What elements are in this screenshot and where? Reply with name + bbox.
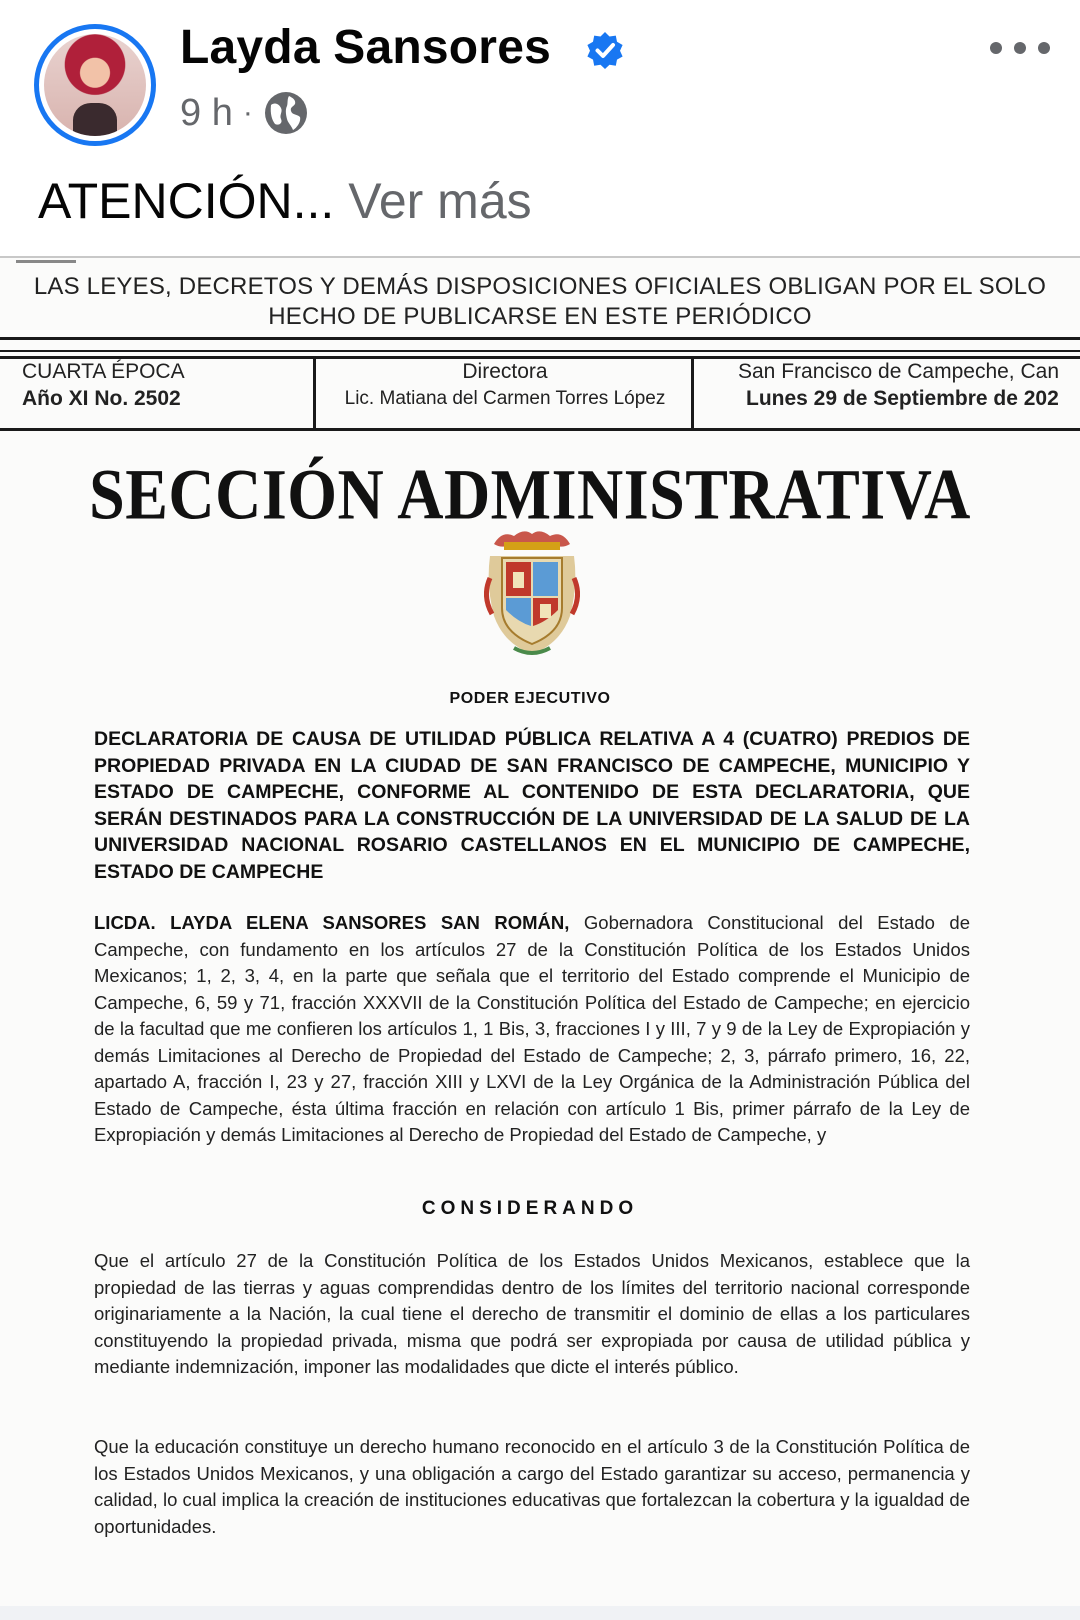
page-edge bbox=[0, 258, 1080, 266]
post-image-document[interactable] bbox=[0, 256, 1080, 1606]
see-more-link[interactable]: Ver más bbox=[348, 173, 532, 229]
date: Lunes 29 de Septiembre de 202 bbox=[746, 387, 1059, 410]
author-name[interactable]: Layda Sansores bbox=[180, 21, 551, 74]
post-caption bbox=[38, 172, 532, 230]
directora-cell bbox=[320, 358, 690, 430]
post-meta bbox=[180, 90, 309, 136]
verified-badge-icon bbox=[585, 30, 625, 70]
considerando-paragraph-2: Que la educación constituye un derecho humano reconocido en el artículo 3 de la Constitución Política de los Estados Unidos Mexicanos, y una obligación a cargo del Estado garantizar su acceso, permanencia y calidad, lo cual implica la creación de instituciones educativas que fortalezcan la cobertura y la igualdad de oportunidades. bbox=[94, 1436, 970, 1537]
directora-label: Directora bbox=[462, 360, 548, 383]
considerando-paragraph-1: Que el artículo 27 de la Constitución Política de los Estados Unidos Mexicanos, establece que la propiedad de las tierras y aguas comprendidas dentro de los límites del territorio nacional corresponde originariamente a la Nación, la cual tiene el derecho de transmitir el dominio de ellas a los particulares constituyendo la propiedad privada, misma que podrá ser expropiada por causa de utilidad pública y mediante indemnización, imponer las modalidades que dicte el interés público. bbox=[94, 1250, 970, 1377]
profile-photo bbox=[44, 34, 146, 136]
epoca-cell bbox=[22, 358, 312, 430]
post-timestamp[interactable]: 9 h bbox=[180, 91, 233, 134]
governor-name: LICDA. LAYDA ELENA SANSORES SAN ROMÁN, bbox=[94, 912, 570, 933]
declaratoria-heading: DECLARATORIA DE CAUSA DE UTILIDAD PÚBLICA RELATIVA A 4 (CUATRO) PREDIOS DE PROPIEDAD PRIVADA EN LA CIUDAD DE SAN FRANCISCO DE CAMPECHE, MUNICIPIO Y ESTADO DE CAMPECHE, CONFORME AL CONTENIDO DE ESTA DECLARATORIA, QUE SERÁN DESTINADOS PARA LA CONSTRUCCIÓN DE LA UNIVERSIDAD DE LA SALUD DE LA UNIVERSIDAD NACIONAL ROSARIO CASTELLANOS EN EL MUNICIPIO DE CAMPECHE, ESTADO DE CAMPECHE bbox=[94, 728, 970, 883]
epoca: CUARTA ÉPOCA bbox=[22, 360, 185, 383]
gazette-notice bbox=[0, 272, 1080, 332]
opening-paragraph bbox=[94, 910, 970, 1149]
place: San Francisco de Campeche, Can bbox=[738, 360, 1059, 383]
caption-text: ATENCIÓN... bbox=[38, 173, 335, 229]
info-rule-bottom bbox=[0, 428, 1080, 431]
campeche-coat-of-arms-icon bbox=[484, 526, 580, 658]
post-header bbox=[0, 0, 1080, 160]
notice-line-2: HECHO DE PUBLICARSE EN ESTE PERIÓDICO bbox=[268, 303, 812, 330]
directora-name: Lic. Matiana del Carmen Torres López bbox=[344, 388, 666, 409]
opening-paragraph-text: Gobernadora Constitucional del Estado de Campeche, con fundamento en los artículos 27 de la Constitución Política de los Estados Unidos Mexicanos; 1, 2, 3, 4, en la parte que señala que el territorio del Estado comprende el Municipio de Campeche, 6, 59 y 71, fracción XXXVII de la Constitución Política del Estado de Campeche; en ejercicio de la facultad que me confieren los artículos 1, 1 Bis, 3, fracciones I y III, 7 y 9 de la Ley de Expropiación y demás Limitaciones al Derecho de Propiedad del Estado de Campeche; 2, 3, párrafo primero, 16, 22, apartado A, fracción I, 23 y 27, fracción XIII y LXVI de la Ley Orgánica de la Administración Pública del Estado de Campeche, ésta última fracción en relación con artículo 1 Bis, primer párrafo de la Ley de Expropiación y demás Limitaciones al Derecho de Propiedad del Estado de Campeche, y bbox=[94, 912, 970, 1145]
gazette-info-row bbox=[0, 358, 1080, 430]
globe-icon[interactable] bbox=[263, 90, 309, 136]
meta-separator: · bbox=[242, 96, 253, 129]
section-title: SECCIÓN ADMINISTRATIVA bbox=[89, 454, 971, 535]
info-divider-1 bbox=[313, 358, 316, 430]
rule-thin bbox=[0, 350, 1080, 352]
poder-ejecutivo: PODER EJECUTIVO bbox=[449, 690, 611, 707]
notice-line-1: LAS LEYES, DECRETOS Y DEMÁS DISPOSICIONES OFICIALES OBLIGAN POR EL SOLO bbox=[33, 273, 1047, 300]
more-options-icon[interactable] bbox=[990, 30, 1050, 66]
post-bottom-divider bbox=[0, 1606, 1080, 1620]
considerando-heading: CONSIDERANDO bbox=[421, 1198, 639, 1219]
place-date-cell bbox=[738, 358, 1080, 430]
info-rule-top bbox=[0, 356, 1080, 359]
rule-thick bbox=[0, 337, 1080, 340]
anio-numero: Año XI No. 2502 bbox=[22, 387, 181, 410]
info-divider-2 bbox=[691, 358, 694, 430]
avatar[interactable] bbox=[34, 24, 156, 146]
